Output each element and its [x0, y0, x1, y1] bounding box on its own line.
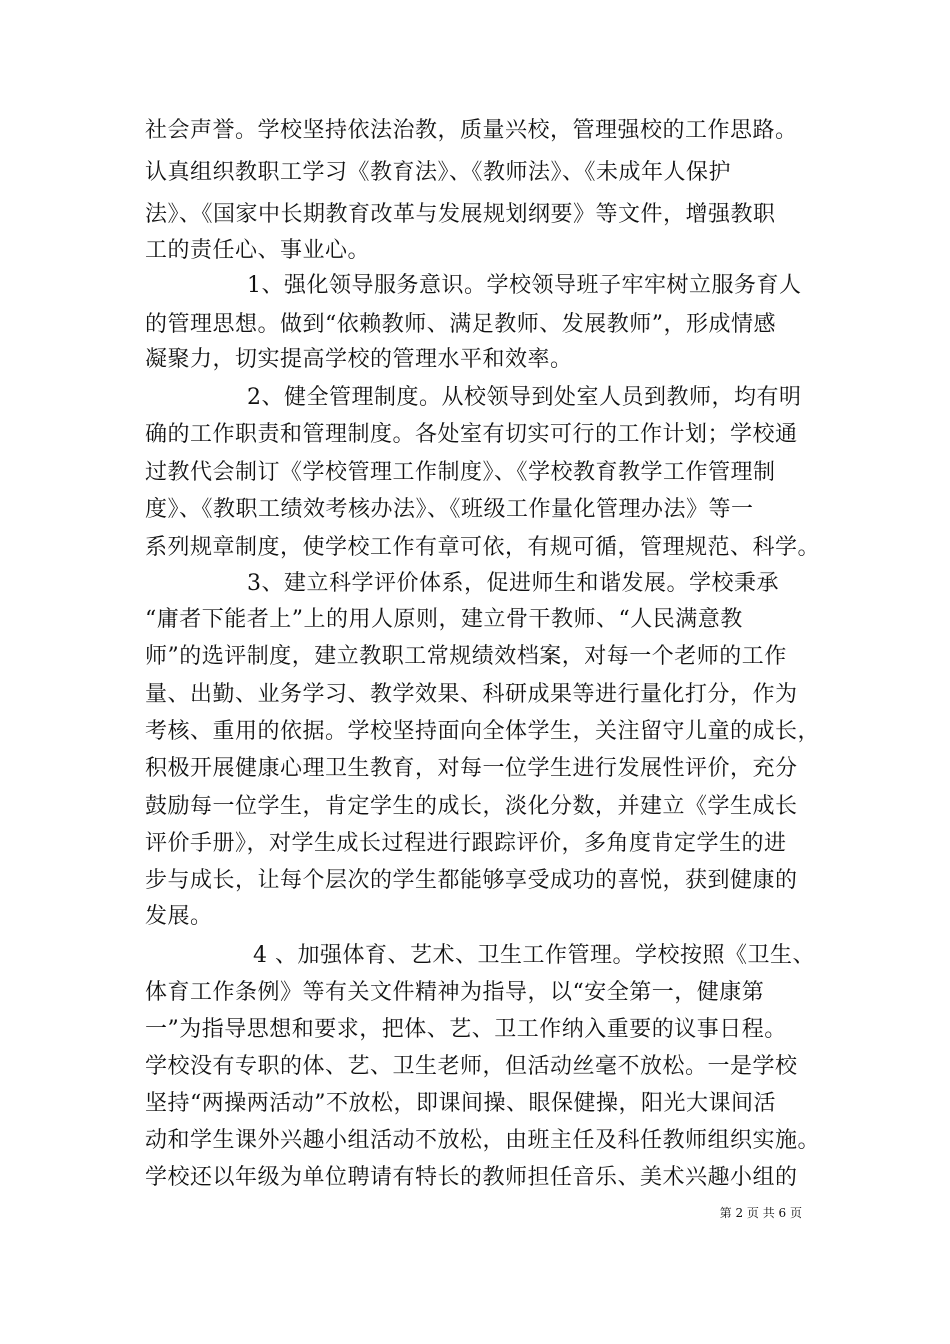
- text-line: 发展。: [145, 904, 213, 929]
- text-line: 社会声誉。学校坚持依法治教，质量兴校，管理强校的工作思路。: [145, 118, 798, 143]
- paragraph-2-first-line: 2、健全管理制度。从校领导到处室人员到教师，均有明: [247, 385, 802, 410]
- text-line: 工的责任心、事业心。: [145, 238, 371, 263]
- text-line: 积极开展健康心理卫生教育，对每一位学生进行发展性评价，充分: [145, 756, 798, 781]
- text-line: 确的工作职责和管理制度。各处室有切实可行的工作计划；学校通: [145, 422, 798, 447]
- text-line: 坚持“两操两活动”不放松，即课间操、眼保健操，阳光大课间活: [145, 1091, 776, 1116]
- text-line: 学校还以年级为单位聘请有特长的教师担任音乐、美术兴趣小组的: [145, 1165, 798, 1190]
- page-number-footer: 第 2 页 共 6 页: [719, 1206, 802, 1220]
- text-line: 鼓励每一位学生，肯定学生的成长，淡化分数，并建立《学生成长: [145, 794, 798, 819]
- text-line: 凝聚力，切实提高学校的管理水平和效率。: [145, 347, 573, 372]
- text-line: 学校没有专职的体、艺、卫生老师，但活动丝毫不放松。一是学校: [145, 1054, 798, 1079]
- text-line: 量、出勤、业务学习、教学效果、科研成果等进行量化打分，作为: [145, 682, 798, 707]
- text-line: 体育工作条例》等有关文件精神为指导，以“安全第一，健康第: [145, 980, 765, 1005]
- text-line: 考核、重用的依据。学校坚持面向全体学生，关注留守儿童的成长，: [145, 719, 821, 744]
- text-line: 过教代会制订《学校管理工作制度》、《学校教育教学工作管理制: [145, 460, 776, 485]
- text-line: 一”为指导思想和要求，把体、艺、卫工作纳入重要的议事日程。: [145, 1017, 787, 1042]
- text-line: 系列规章制度，使学校工作有章可依，有规可循，管理规范、科学。: [145, 535, 821, 560]
- text-line: 认真组织教职工学习《教育法》、《教师法》、《未成年人保护: [145, 160, 732, 185]
- text-line: 的管理思想。做到“依赖教师、满足教师、发展教师”，形成情感: [145, 312, 776, 337]
- paragraph-3-first-line: 3、建立科学评价体系，促进师生和谐发展。学校秉承: [247, 571, 779, 596]
- paragraph-1-first-line: 1、强化领导服务意识。学校领导班子牢牢树立服务育人: [247, 273, 802, 298]
- text-line: 评价手册》，对学生成长过程进行跟踪评价，多角度肯定学生的进: [145, 831, 787, 856]
- text-line: 法》、《国家中长期教育改革与发展规划纲要》等文件，增强教职: [145, 202, 776, 227]
- text-line: 师”的选评制度，建立教职工常规绩效档案，对每一个老师的工作: [145, 644, 787, 669]
- text-line: 步与成长，让每个层次的学生都能够享受成功的喜悦，获到健康的: [145, 868, 798, 893]
- text-line: 动和学生课外兴趣小组活动不放松，由班主任及科任教师组织实施。: [145, 1128, 821, 1153]
- paragraph-4-first-line: 4 、加强体育、艺术、卫生工作管理。学校按照《卫生、: [253, 943, 815, 968]
- text-line: 度》、《教职工绩效考核办法》、《班级工作量化管理办法》等一: [145, 497, 754, 522]
- text-line: “庸者下能者上”上的用人原则，建立骨干教师、“人民满意教: [145, 607, 743, 632]
